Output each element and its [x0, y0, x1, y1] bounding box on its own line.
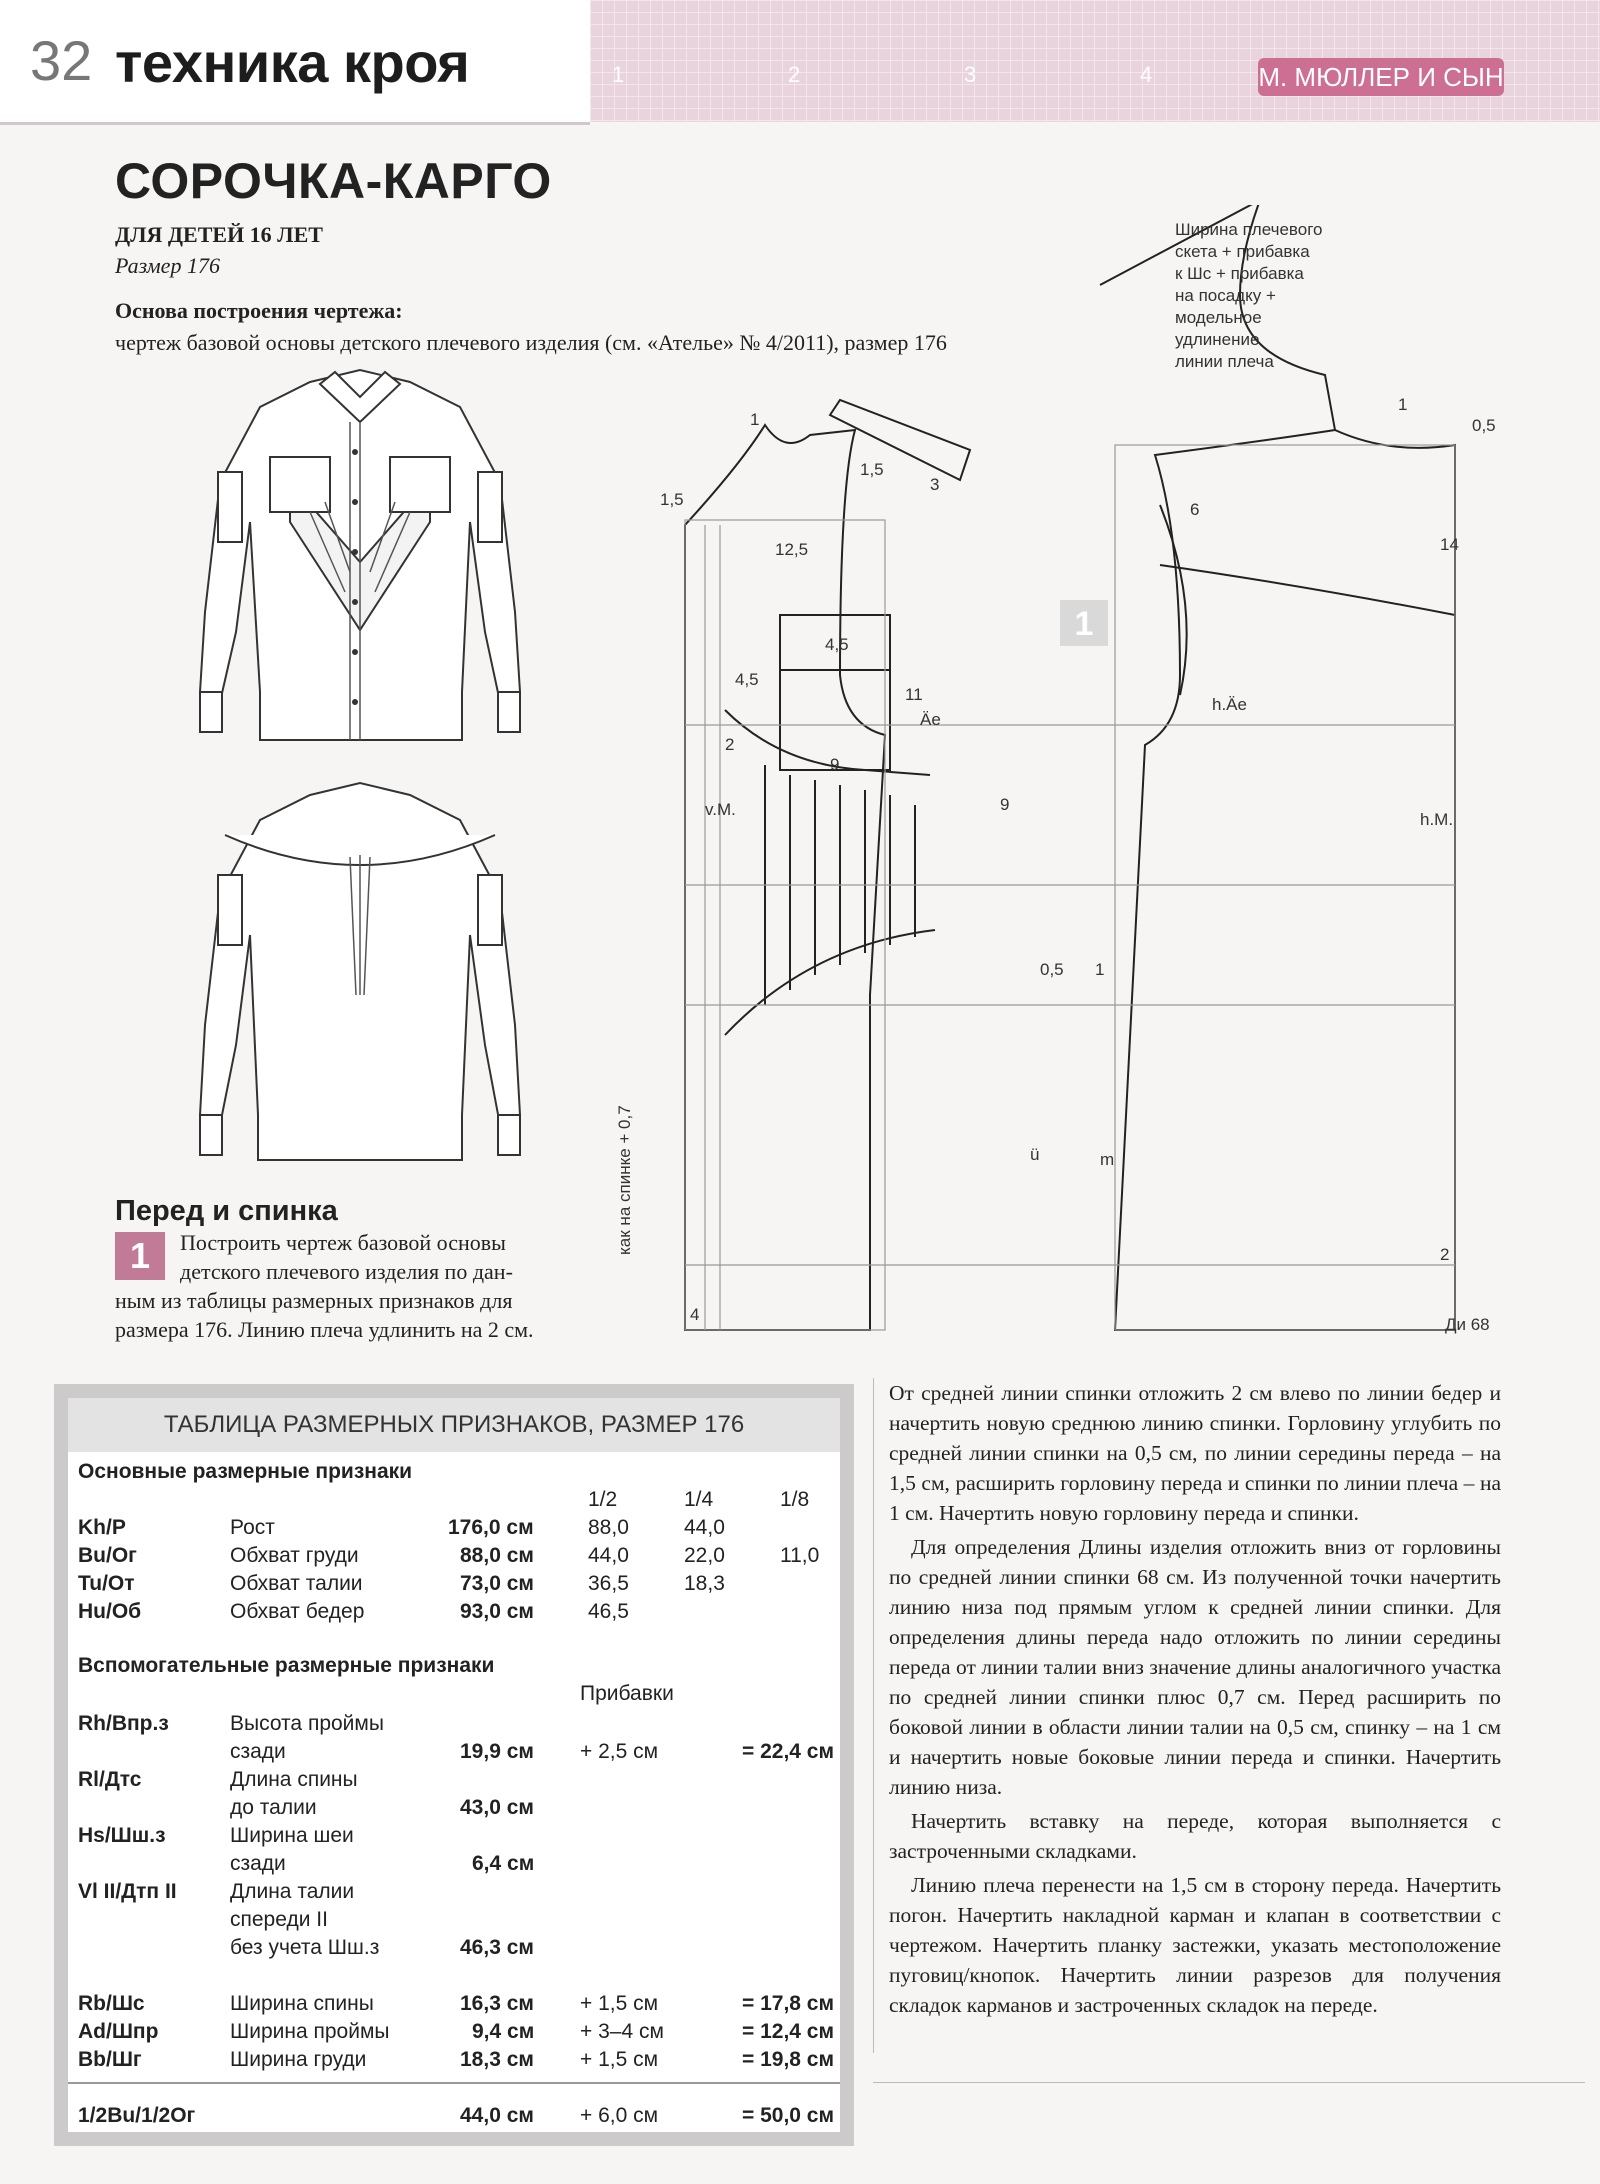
row-value: 88,0 см: [460, 1544, 534, 1567]
shirt-back-illustration: [170, 775, 550, 1165]
row-name: Ширина проймы: [230, 2020, 390, 2043]
row-value: 44,0 см: [460, 2104, 534, 2127]
shoulder-note-line: скета + прибавка: [1175, 242, 1310, 261]
row-name: Длина спины: [230, 1768, 358, 1791]
instructions-text: [889, 1378, 1501, 2020]
row-name: сзади: [230, 1740, 286, 1763]
row-code: Rh/Впр.з: [78, 1712, 169, 1735]
row-total: = 17,8 см: [742, 1992, 835, 2015]
label-side-allowance: как на спинке + 0,7: [615, 1105, 634, 1255]
row-total: = 19,8 см: [742, 2048, 835, 2071]
shoulder-note-line: модельное: [1175, 308, 1262, 327]
row-code: Kh/P: [78, 1516, 126, 1539]
row-name: спереди II: [230, 1908, 328, 1931]
label-1-5: 1,5: [860, 460, 884, 479]
shirt-front-illustration: [170, 362, 550, 747]
shoulder-note-line: удлинение: [1175, 330, 1260, 349]
front-piece-outline: [685, 425, 885, 1330]
allowance-header: Прибавки: [580, 1682, 674, 1705]
instruction-paragraph: Начертить вставку на переде, которая выполняется с застроченными складками.: [889, 1809, 1501, 1863]
step-text-line: размера 176. Линию плеча удлинить на 2 см.: [115, 1317, 534, 1342]
label-14: 14: [1440, 535, 1459, 554]
shoulder-note-line: к Шс + прибавка: [1175, 264, 1304, 283]
table-title: ТАБЛИЦА РАЗМЕРНЫХ ПРИЗНАКОВ, РАЗМЕР 176: [68, 1398, 840, 1452]
label-1-5: 1,5: [660, 490, 684, 509]
row-value: 93,0 см: [460, 1600, 534, 1623]
pattern-badge: 1: [1074, 605, 1094, 643]
row-allowance: + 1,5 см: [580, 2048, 659, 2071]
label-di-68: Ди 68: [1445, 1315, 1490, 1334]
label-2: 2: [725, 735, 735, 754]
row-allowance: + 6,0 см: [580, 2104, 659, 2127]
label-hm: h.M.: [1420, 810, 1454, 829]
label-4-5: 4,5: [735, 670, 759, 689]
label-11: 11: [905, 685, 923, 704]
basis-text: чертеж базовой основы детского плечевого изделия (см. «Ателье» № 4/2011), размер 176: [115, 330, 947, 355]
row-name: сзади: [230, 1852, 286, 1875]
garment-size: Размер 176: [115, 253, 220, 278]
publisher-badge: М. МЮЛЛЕР И СЫН: [1258, 58, 1504, 96]
row-eighth: 11,0: [780, 1544, 820, 1567]
row-allowance: + 3–4 см: [580, 2020, 664, 2043]
row-name: без учета Шш.з: [230, 1936, 380, 1959]
row-value: 73,0 см: [460, 1572, 534, 1595]
instruction-paragraph: От средней линии спинки отложить 2 см влево по линии бедер и начертить новую среднюю линию спинки. Горловину углубить по средней линии спинки на 0,5 см, по линии середины переда – на 1,5 см, расширить горловину переда и спинки по линии плеча – на 1 см. Начертить новую горловину переда и спинки.: [889, 1381, 1501, 1525]
row-half: 88,0: [588, 1516, 629, 1539]
main-measurements-heading: Основные размерные признаки: [78, 1460, 413, 1483]
label-3: 3: [930, 475, 940, 494]
row-name: Рост: [230, 1516, 275, 1539]
row-half: 36,5: [588, 1572, 629, 1595]
row-value: 16,3 см: [460, 1992, 534, 2015]
label-u: ü: [1030, 1145, 1040, 1164]
row-allowance: + 2,5 см: [580, 1740, 659, 1763]
fraction-header: 1/2: [588, 1488, 618, 1511]
row-code: Rb/Шс: [78, 1992, 145, 2015]
ruler-number: 4: [1140, 62, 1153, 87]
fraction-header: 1/8: [780, 1488, 810, 1511]
row-value: 43,0 см: [460, 1796, 534, 1819]
instruction-paragraph: Линию плеча перенести на 1,5 см в сторону переда. Начертить погон. Начертить накладной карман и клапан в соответствии с чертежом. Начертить планку застежки, указать местоположение пуговиц/кнопок. Начертить линии разрезов для получения складок карманов и застроченных складок на переде.: [889, 1873, 1501, 2017]
label-1: 1: [1095, 960, 1105, 979]
row-value: 46,3 см: [460, 1936, 534, 1959]
row-allowance: + 1,5 см: [580, 1992, 659, 2015]
shoulder-strap: [830, 400, 970, 480]
row-code: Hu/Об: [78, 1600, 142, 1623]
row-quarter: 44,0: [684, 1516, 725, 1539]
row-code: Bb/Шг: [78, 2048, 142, 2071]
ruler-number: 1: [612, 62, 625, 87]
shoulder-note-line: линии плеча: [1175, 352, 1274, 371]
row-name: Высота проймы: [230, 1712, 384, 1735]
step-text-line: детского плечевого изделия по дан-: [180, 1259, 513, 1284]
label-4: 4: [690, 1305, 700, 1324]
row-total: = 22,4 см: [742, 1740, 835, 1763]
row-value: 19,9 см: [460, 1740, 534, 1763]
instruction-paragraph: Для определения Длины изделия отложить вниз от горловины по средней линии спинки 68 см. Из полученной точки начертить линию низа под прямым углом к средней линии спинки. Для определения длины переда надо отложить по линии середины переда от линии талии вниз значение длины аналогичного участка по средней линии спинки плюс 0,7 см. Перед расширить по боковой линии в области линии талии на 0,5 см, спинку – на 1 см и начертить новые боковые линии переда и спинки. Начертить линию низа.: [889, 1535, 1501, 1799]
label-2: 2: [1440, 1245, 1450, 1264]
row-code: Bu/Ог: [78, 1544, 137, 1567]
section-title: техника кроя: [115, 31, 470, 94]
row-value: 176,0 см: [448, 1516, 534, 1539]
label-6: 6: [1190, 500, 1200, 519]
row-half: 46,5: [588, 1600, 629, 1623]
step-text-line: ным из таблицы размерных признаков для: [115, 1288, 513, 1313]
ruler-number: 2: [788, 62, 801, 87]
row-code: Hs/Шш.з: [78, 1824, 166, 1847]
ruler-number: 3: [964, 62, 977, 87]
size-table: [54, 1384, 854, 2146]
row-name: Ширина груди: [230, 2048, 367, 2071]
pattern-draft: [600, 205, 1520, 1360]
row-value: 18,3 см: [460, 2048, 534, 2071]
basis-heading: Основа построения чертежа:: [115, 298, 403, 323]
row-name: Длина талии: [230, 1880, 355, 1903]
label-12-5: 12,5: [775, 540, 809, 559]
row-name: Обхват бедер: [230, 1600, 365, 1623]
label-1: 1: [750, 410, 760, 429]
shoulder-note-line: на посадку +: [1175, 286, 1276, 305]
row-code: Ad/Шпр: [78, 2020, 159, 2043]
label-ae: Äe: [920, 710, 941, 729]
aux-measurements-heading: Вспомогательные размерные признаки: [78, 1654, 495, 1677]
label-m: m: [1100, 1150, 1115, 1169]
fraction-header: 1/4: [684, 1488, 714, 1511]
label-vm: v.M.: [705, 800, 736, 819]
shoulder-note-line: Ширина плечевого: [1175, 220, 1323, 239]
label-1: 1: [1398, 395, 1408, 414]
step-text-line: Построить чертеж базовой основы: [180, 1230, 506, 1255]
row-quarter: 18,3: [684, 1572, 725, 1595]
row-name: Ширина шеи: [230, 1824, 354, 1847]
label-0-5: 0,5: [1040, 960, 1064, 979]
row-value: 9,4 см: [472, 2020, 535, 2043]
label-9: 9: [830, 755, 840, 774]
row-code: Tu/От: [78, 1572, 135, 1595]
label-h-ae: h.Äe: [1212, 695, 1247, 714]
row-half: 44,0: [588, 1544, 629, 1567]
front-back-heading: Перед и спинка: [115, 1195, 338, 1227]
row-total: = 50,0 см: [742, 2104, 835, 2127]
row-name: до талии: [230, 1796, 317, 1819]
bottom-rule: [873, 2082, 1585, 2083]
row-name: Обхват груди: [230, 1544, 359, 1567]
column-divider: [873, 1378, 874, 2053]
row-total: = 12,4 см: [742, 2020, 835, 2043]
label-0-5: 0,5: [1472, 416, 1496, 435]
page-number: 32: [30, 29, 93, 92]
row-name: Ширина спины: [230, 1992, 374, 2015]
label-9: 9: [1000, 795, 1010, 814]
row-quarter: 22,0: [684, 1544, 725, 1567]
table-divider: [68, 2082, 840, 2084]
row-name: Обхват талии: [230, 1572, 363, 1595]
row-value: 6,4 см: [472, 1852, 535, 1875]
garment-subtitle: ДЛЯ ДЕТЕЙ 16 ЛЕТ: [115, 222, 323, 247]
row-code: Rl/Дтс: [78, 1768, 142, 1791]
label-4-5: 4,5: [825, 635, 849, 654]
row-code: Vl II/Дтп II: [78, 1880, 177, 1903]
step-badge: 1: [115, 1232, 165, 1280]
row-code: 1/2Bu/1/2Ог: [78, 2104, 196, 2127]
garment-title: СОРОЧКА-КАРГО: [115, 153, 552, 209]
